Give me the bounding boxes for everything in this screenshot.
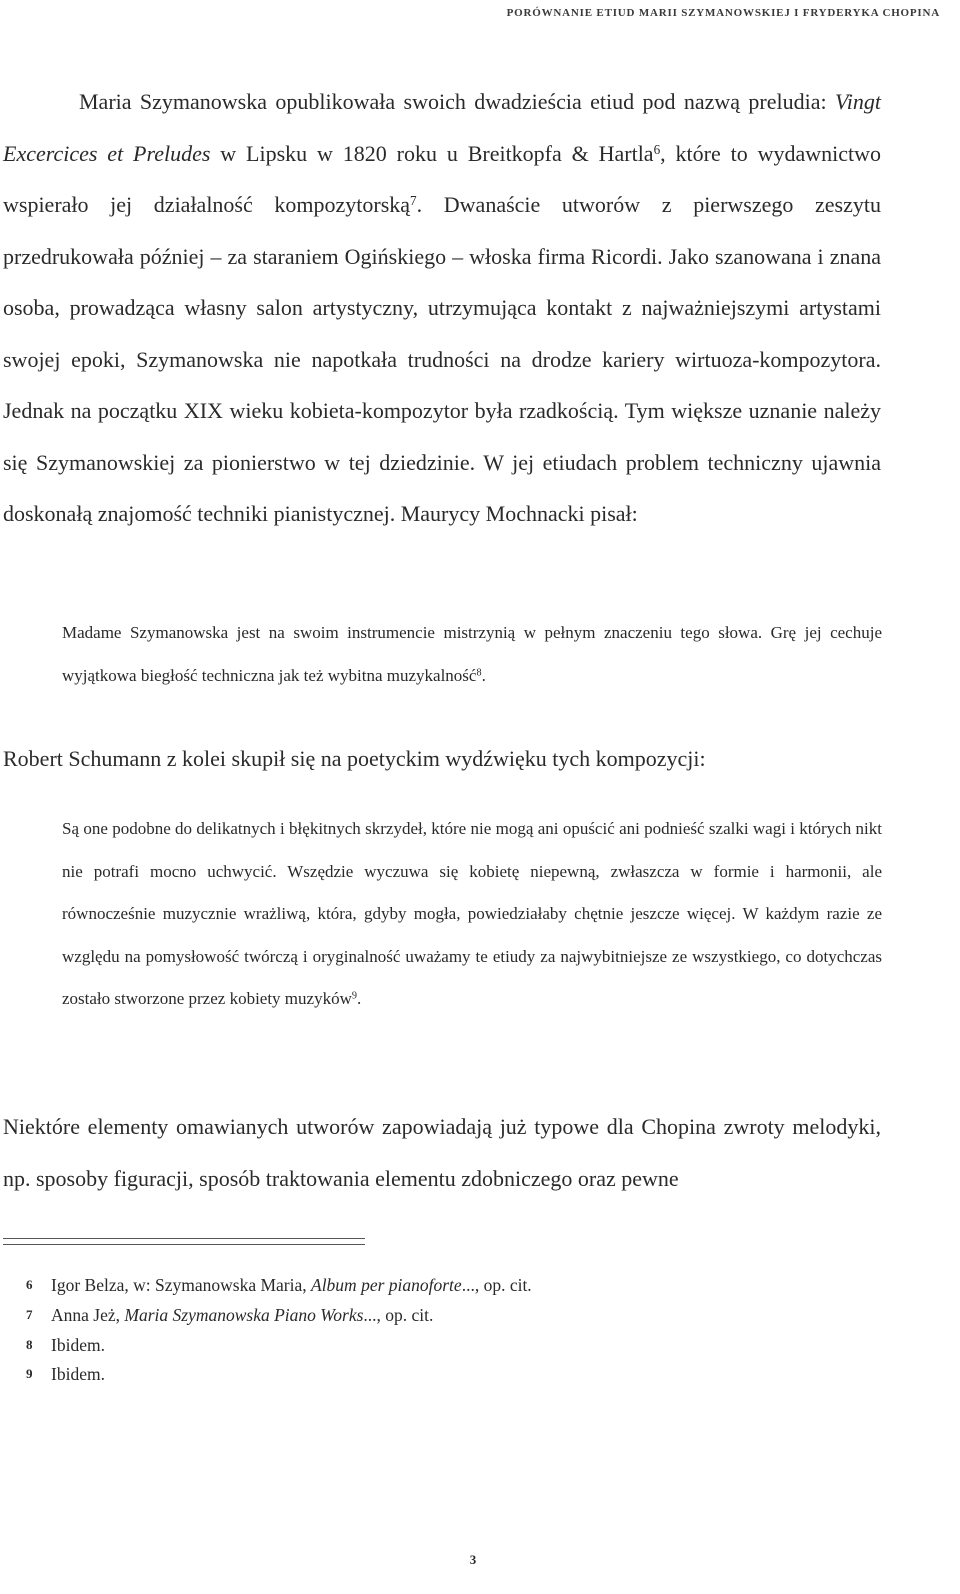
footnote-ref-9[interactable]: 9 bbox=[351, 990, 357, 1002]
quote-end: . bbox=[481, 665, 486, 685]
running-head: PORÓWNANIE ETIUD MARII SZYMANOWSKIEJ I FRYDERYKA CHOPINA bbox=[506, 7, 940, 19]
footnote-text: ..., op. cit. bbox=[363, 1304, 434, 1325]
paragraph-intro bbox=[3, 76, 881, 540]
quote-text: Są one podobne do delikatnych i błękitnych skrzydeł, które nie mogą ani opuścić ani podnieść szalki wagi i których nikt nie potrafi mocno uchwycić. Wszędzie wyczuwa się kobietę niepewną, zwłaszcza w formie i harmonii, ale równocześnie muzycznie wrażliwą, która, gdyby mogła, powiedziałaby chętnie jeszcze więcej. W każdym razie ze względu na pomysłowość twórczą i oryginalność uważamy te etiudy za najwybitniejsze ze wszystkiego, co dotychczas zostało stworzone przez kobiety muzyków bbox=[62, 819, 882, 1008]
footnote-item bbox=[0, 1360, 532, 1390]
footnote-item bbox=[0, 1301, 532, 1331]
paragraph-chopin: Niektóre elementy omawianych utworów zapowiadają już typowe dla Chopina zwroty melodyki, np. sposoby figuracji, sposób traktowania elementu zdobniczego oraz pewne bbox=[3, 1114, 881, 1191]
footnote-text: Ibidem. bbox=[51, 1364, 105, 1385]
footnote-number: 6 bbox=[26, 1277, 33, 1292]
footnotes bbox=[0, 1271, 532, 1390]
block-quote-mochnacki bbox=[62, 612, 882, 697]
footnote-number: 9 bbox=[26, 1366, 33, 1382]
footnote-number: 7 bbox=[26, 1306, 33, 1322]
footnote-title: Maria Szymanowska Piano Works bbox=[124, 1304, 364, 1325]
footnote-separator bbox=[3, 1238, 365, 1245]
quote-end: . bbox=[356, 989, 362, 1008]
paragraph-text: Maria Szymanowska opublikowała swoich dwadzieścia etiud pod nazwą preludia: bbox=[79, 89, 835, 114]
footnote-ref-6[interactable]: 6 bbox=[653, 141, 661, 157]
work-title: Vingt Excercices et Preludes bbox=[3, 89, 881, 166]
footnote-text: Anna Jeż, bbox=[51, 1304, 125, 1325]
quote-text: Madame Szymanowska jest na swoim instrumencie mistrzynią w pełnym znaczeniu tego słowa. Grę jej cechuje wyjątkowa biegłość techniczna jak też wybitna muzykalność bbox=[62, 623, 882, 685]
footnote-text: ..., op. cit. bbox=[461, 1275, 532, 1295]
footnote-number: 8 bbox=[26, 1336, 33, 1352]
footnote-item bbox=[0, 1271, 532, 1301]
footnote-ref-8[interactable]: 8 bbox=[476, 666, 482, 678]
paragraph-text: , które to wydawnictwo wspierało jej działalność kompozytorską bbox=[3, 140, 881, 217]
paragraph-schumann: Robert Schumann z kolei skupił się na poetyckim wydźwięku tych kompozycji: bbox=[3, 746, 706, 771]
page-number: 3 bbox=[469, 1552, 477, 1567]
footnote-text: Igor Belza, w: Szymanowska Maria, bbox=[51, 1275, 311, 1295]
block-quote-schumann bbox=[62, 808, 882, 1021]
paragraph-text: . Dwanaście utworów z pierwszego zeszytu przedrukowała później – za staraniem Ogińskiego – włoska firma Ricordi. Jako szanowana i znana osoba, prowadząca własny salon artystyczny, utrzymująca kontakt z najważniejszymi artystami swojej epoki, Szymanowska nie napotkała trudności na drodze kariery wirtuoza-kompozytora. Jednak na początku XIX wieku kobieta-kompozytor była rzadkością. Tym większe uznanie należy się Szymanowskiej za pionierstwo w tej dziedzinie. W jej etiudach problem techniczny ujawnia doskonałą znajomość techniki pianistycznej. Maurycy Mochnacki pisał: bbox=[3, 192, 881, 526]
footnote-ref-7[interactable]: 7 bbox=[410, 192, 417, 208]
paragraph-text: w Lipsku w 1820 roku u Breitkopfa & Hartla bbox=[210, 140, 654, 166]
footnote-item bbox=[0, 1331, 532, 1361]
footnote-title: Album per pianoforte bbox=[311, 1275, 462, 1295]
footnote-text: Ibidem. bbox=[51, 1334, 105, 1355]
